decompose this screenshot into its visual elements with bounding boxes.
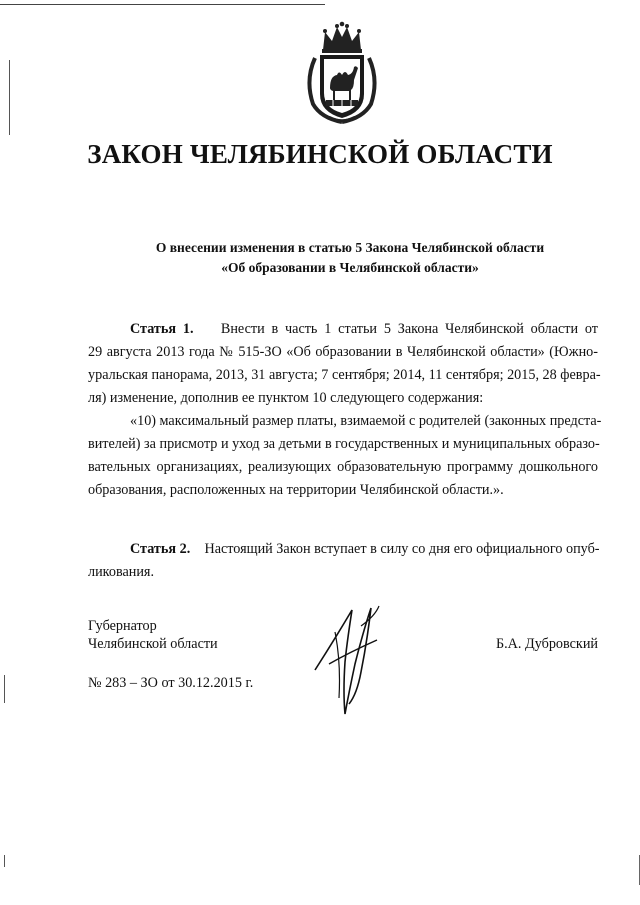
article-1-label: Статья 1. [130,321,194,337]
scan-edge-mark [4,855,5,867]
article-1-quote-line: «10) максимальный размер платы, взимаемой с родителей (законных предста- [130,413,602,429]
article-1-quote-line: образования, расположенных на территории Челябинской области.». [88,482,504,498]
article-1-line [130,318,598,341]
article-1-line: ля) изменение, дополнив ее пунктом 10 следующего содержания: [88,390,484,406]
article-2-line: ликования. [88,564,155,580]
scan-edge-mark [4,675,5,703]
article-1-quote-line: вательных организациях, реализующих образовательную программу дошкольного [88,459,598,475]
governor-region: Челябинской области [88,636,218,652]
law-subtitle-line-2: «Об образовании в Челябинской области» [221,260,479,275]
handwritten-signature-icon [305,602,395,722]
scan-edge-line [0,4,325,5]
scan-edge-mark [9,60,10,135]
governor-name: Б.А. Дубровский [495,636,598,652]
article-1-line: 29 августа 2013 года № 515-ЗО «Об образовании в Челябинской области» (Южно- [88,344,598,360]
article-2-label: Статья 2. [130,541,191,557]
chelyabinsk-coat-of-arms-icon [303,20,381,124]
law-number-date: № 283 – ЗО от 30.12.2015 г. [88,675,254,691]
governor-title: Губернатор [88,618,157,634]
article-1-quote-line: вителей) за присмотр и уход за детьми в государственных и муниципальных образо- [88,436,600,452]
law-subtitle-line-1: О внесении изменения в статью 5 Закона Челябинской области [155,240,545,255]
article-2-text: Настоящий Закон вступает в силу со дня его официального опуб- [204,541,600,557]
law-title: ЗАКОН ЧЕЛЯБИНСКОЙ ОБЛАСТИ [87,139,553,169]
article-1-line: уральская панорама, 2013, 31 августа; 7 сентября; 2014, 11 сентября; 2015, 28 февра- [88,367,601,383]
article-2-line [130,538,598,561]
article-1-text: Внести в часть 1 статьи 5 Закона Челябинской области от [220,321,599,337]
